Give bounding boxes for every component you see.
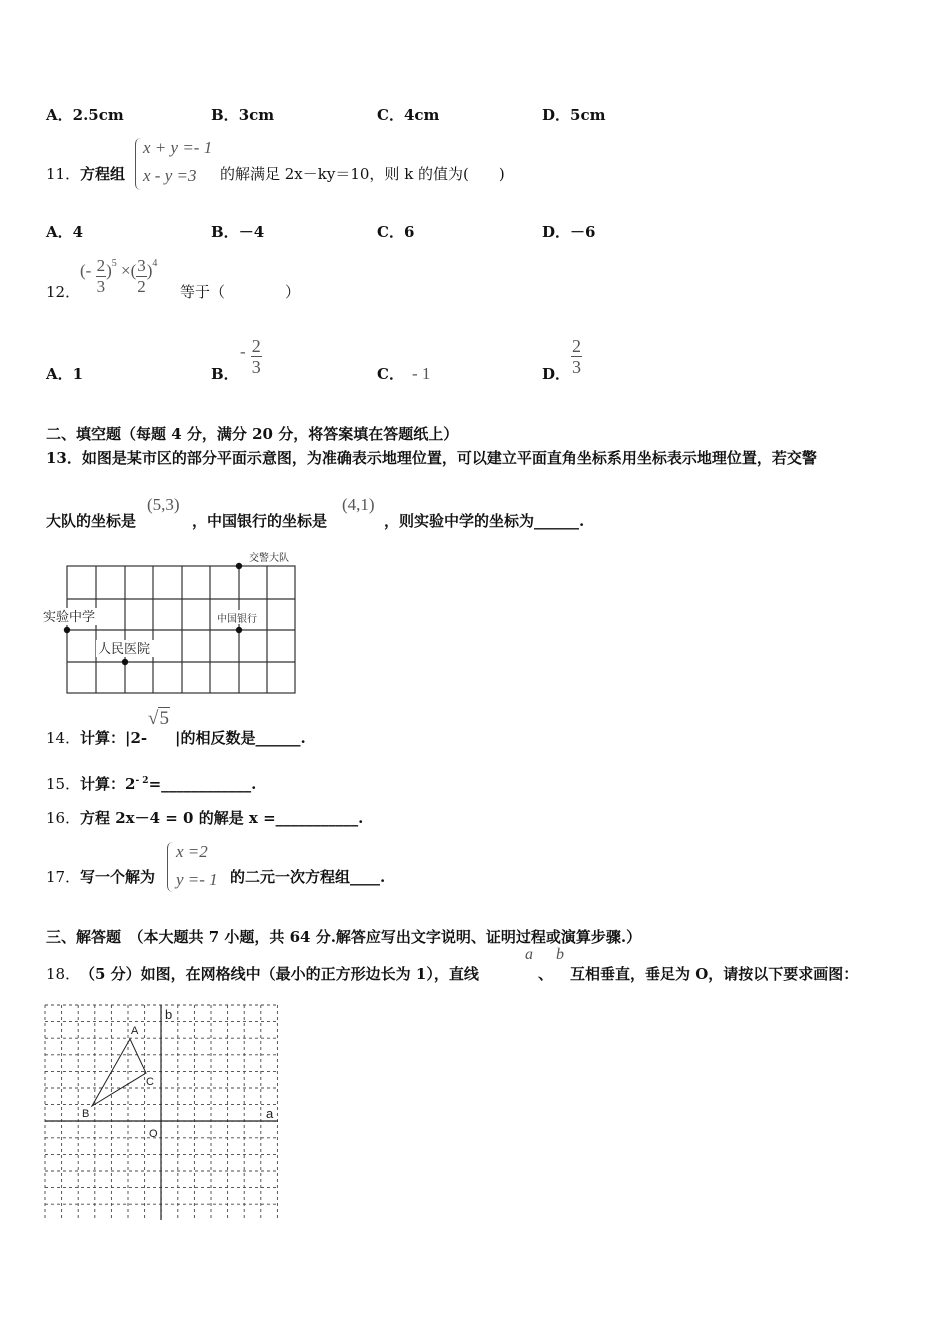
q17-eq2: y =- 1 [176, 870, 218, 889]
q11-number: 11． [46, 165, 81, 183]
q11-tail: 的解满足 2x－ky＝10，则 k 的值为( ) [220, 165, 505, 183]
q10-option-b[interactable]: B．3cm [211, 106, 275, 124]
q18-separator: 、 [538, 965, 554, 983]
q17-lead: 写一个解为 [80, 868, 156, 886]
q17-tail: 的二元一次方程组____. [230, 868, 386, 886]
q14-text-2: |的相反数是______. [175, 729, 306, 747]
q11-eq2: x - y =3 [143, 166, 197, 185]
q16-text: 方程 2x－4 = 0 的解是 x =___________. [80, 809, 364, 827]
q14-number: 14． [46, 729, 81, 747]
q12-option-c[interactable]: C． - 1 [377, 364, 431, 383]
q11-option-b[interactable]: B．－4 [211, 223, 265, 241]
q12-exponent-2: 4 [152, 257, 158, 269]
police-point [236, 563, 242, 569]
label-C: C [146, 1076, 154, 1088]
q11-option-d[interactable]: D．－6 [542, 223, 596, 241]
label-O: O [149, 1128, 158, 1140]
q11-lead: 方程组 [80, 165, 126, 183]
triangle-abc [92, 1039, 146, 1106]
q17-eq1: x =2 [176, 842, 208, 861]
q18-var-a: a [525, 946, 533, 963]
q18-var-b: b [556, 946, 564, 963]
label-b: b [165, 1007, 173, 1022]
q13-coord-bank: (4,1) [342, 495, 375, 514]
q12-fraction-1: $\frac{2}{3}$ [96, 256, 106, 296]
q18-grid [44, 1004, 280, 1222]
q15-number: 15． [46, 775, 81, 793]
q11-option-a[interactable]: A．4 [46, 223, 84, 241]
q13-part-1: 大队的坐标是 [46, 512, 137, 530]
q16-number: 16． [46, 809, 81, 827]
q12-option-d-value: $\frac{2}{3}$ [572, 336, 581, 377]
q11-eq1: x + y =- 1 [143, 138, 213, 157]
school-label: 实验中学 [43, 609, 96, 624]
q12-option-a[interactable]: A．1 [46, 365, 84, 383]
q12-exponent-1: 5 [111, 257, 117, 269]
q13-line-1: 13．如图是某市区的部分平面示意图，为准确表示地理位置，可以建立平面直角坐标系用坐标表示地理位置，若交警 [46, 449, 817, 467]
q12-open-paren: (- [80, 261, 92, 281]
q10-option-d[interactable]: D．5cm [542, 106, 606, 124]
q13-coord-police: (5,3) [147, 495, 180, 514]
section-2-heading: 二、填空题（每题 4 分，满分 20 分，将答案填在答题纸上） [46, 425, 459, 443]
school-point [64, 627, 70, 633]
section-3-heading: 三、解答题 （本大题共 7 小题，共 64 分.解答应写出文字说明、证明过程或演算步骤.） [46, 928, 642, 946]
bank-point [236, 627, 242, 633]
q11-option-c[interactable]: C．6 [377, 223, 415, 241]
q12-expression: (- $\frac{2}{3}$ )$^5$ ×( $\frac{3}{2}$ )$^4$ [80, 256, 158, 296]
police-label: 交警大队 [249, 553, 289, 564]
q12-times: ×( [121, 261, 137, 281]
q10-option-a[interactable]: A．2.5cm [46, 106, 124, 124]
q12-option-b-value: - $\frac{2}{3}$ [240, 336, 261, 377]
q18-text-2: 互相垂直，垂足为 O，请按以下要求画图： [570, 965, 859, 983]
bank-label: 中国银行 [217, 614, 257, 625]
q13-part-2: ，中国银行的坐标是 [192, 512, 328, 530]
q12-tail: 等于（ ） [180, 283, 301, 301]
label-a: a [266, 1106, 274, 1121]
label-A: A [131, 1025, 139, 1037]
q14-sqrt: √5 [148, 708, 169, 729]
q10-option-c[interactable]: C．4cm [377, 106, 440, 124]
q17-brace [167, 842, 174, 892]
q17-number: 17． [46, 868, 81, 886]
hospital-label: 人民医院 [98, 641, 151, 656]
q12-option-d[interactable]: D． [542, 365, 571, 383]
q18-text-1: （5 分）如图，在网格线中（最小的正方形边长为 1），直线 [80, 965, 479, 983]
q12-number: 12． [46, 283, 81, 301]
q11-brace [135, 138, 142, 190]
q15-expression: 计算：$2^{- 2}=\_\_\_\_\_\_\_\_\_\_\_\_$. [80, 775, 257, 793]
q12-option-b[interactable]: B． [211, 365, 239, 383]
q12-fraction-2: $\frac{3}{2}$ [137, 256, 146, 296]
q13-map [42, 548, 304, 698]
label-B: B [82, 1108, 90, 1120]
q13-part-3: ，则实验中学的坐标为______. [384, 512, 585, 530]
hospital-point [122, 659, 128, 665]
q18-number: 18． [46, 965, 81, 983]
q14-text-1: 计算：|2- [80, 729, 148, 747]
